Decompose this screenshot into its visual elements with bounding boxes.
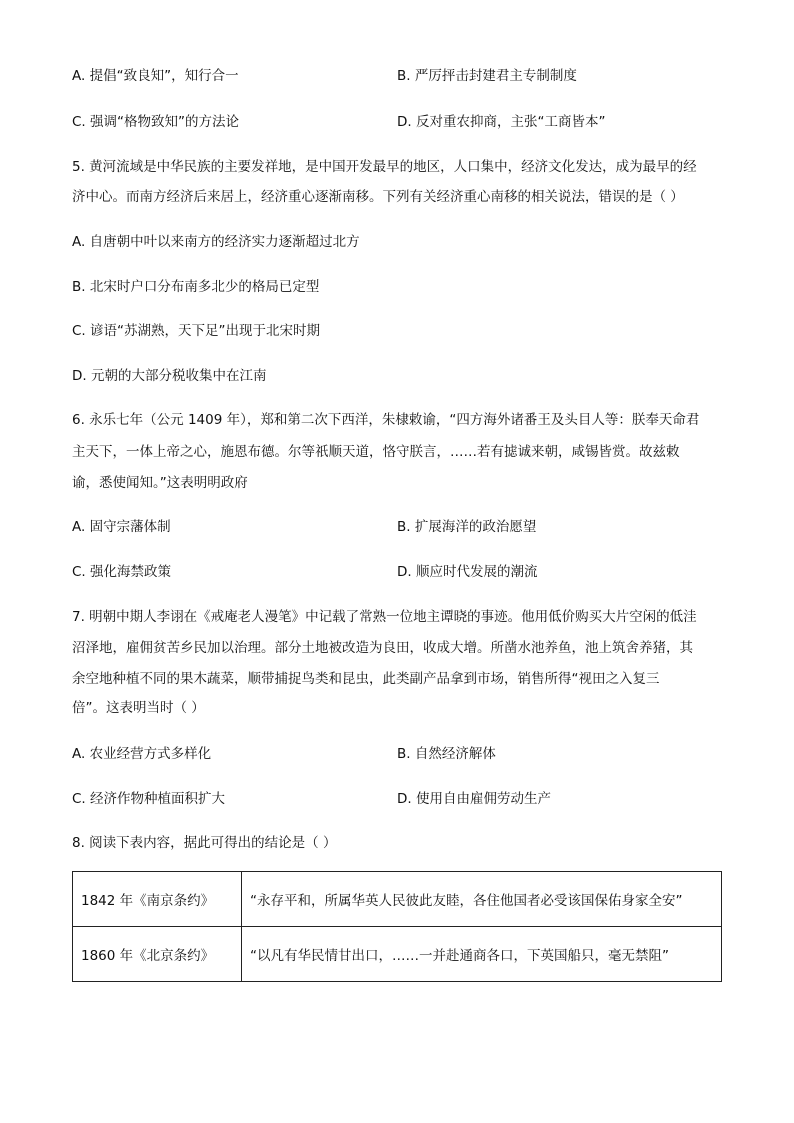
q4-option-a[interactable]: A. 提倡“致良知”，知行合一 bbox=[72, 68, 239, 84]
q7-stem-line-2: 沼泽地，雇佣贫苦乡民加以治理。部分土地被改造为良田，收成大增。所凿水池养鱼，池上筑舍养猪，其 bbox=[72, 640, 693, 656]
q4-option-c[interactable]: C. 强调“格物致知”的方法论 bbox=[72, 114, 239, 130]
treaty-table bbox=[72, 871, 722, 982]
q7-stem-line-4: 倍”。这表明当时（ ） bbox=[72, 700, 205, 716]
q4-option-d[interactable]: D. 反对重农抑商，主张“工商皆本” bbox=[397, 114, 606, 130]
q7-option-d[interactable]: D. 使用自由雇佣劳动生产 bbox=[397, 791, 551, 807]
q8-stem: 8. 阅读下表内容，据此可得出的结论是（ ） bbox=[72, 835, 337, 851]
q5-option-d[interactable]: D. 元朝的大部分税收集中在江南 bbox=[72, 368, 267, 384]
q7-option-b[interactable]: B. 自然经济解体 bbox=[397, 746, 496, 762]
q5-stem-line-2: 济中心。而南方经济后来居上，经济重心逐渐南移。下列有关经济重心南移的相关说法，错误的是（ ） bbox=[72, 189, 684, 205]
treaty-name-cell: 1860 年《北京条约》 bbox=[73, 927, 242, 982]
q6-stem-line-2: 主天下，一体上帝之心，施恩布德。尔等祇顺天道，恪守朕言，……若有摅诚来朝，咸锡皆赏。故兹敕 bbox=[72, 444, 680, 460]
q7-stem-line-3: 余空地种植不同的果木蔬菜，顺带捕捉鸟类和昆虫，此类副产品拿到市场，销售所得“视田之入复三 bbox=[72, 671, 660, 687]
q7-option-c[interactable]: C. 经济作物种植面积扩大 bbox=[72, 791, 226, 807]
q5-stem-line-1: 5. 黄河流域是中华民族的主要发祥地，是中国开发最早的地区，人口集中，经济文化发达，成为最早的经 bbox=[72, 159, 697, 175]
table-row bbox=[73, 927, 722, 982]
table-row bbox=[73, 872, 722, 927]
q5-option-a[interactable]: A. 自唐朝中叶以来南方的经济实力逐渐超过北方 bbox=[72, 234, 360, 250]
treaty-quote-cell: “以凡有华民情甘出口，……一并赴通商各口，下英国船只，毫无禁阻” bbox=[242, 927, 722, 982]
q7-option-a[interactable]: A. 农业经营方式多样化 bbox=[72, 746, 212, 762]
q7-stem-line-1: 7. 明朝中期人李诩在《戒庵老人漫笔》中记载了常熟一位地主谭晓的事迹。他用低价购买大片空闲的低洼 bbox=[72, 609, 697, 625]
q6-option-a[interactable]: A. 固守宗藩体制 bbox=[72, 519, 171, 535]
q5-option-c[interactable]: C. 谚语“苏湖熟，天下足”出现于北宋时期 bbox=[72, 323, 320, 339]
q6-stem-line-1: 6. 永乐七年（公元 1409 年），郑和第二次下西洋，朱棣敕谕，“四方海外诸番王及头目人等：朕奉天命君 bbox=[72, 412, 700, 428]
q6-option-c[interactable]: C. 强化海禁政策 bbox=[72, 564, 172, 580]
q6-option-d[interactable]: D. 顺应时代发展的潮流 bbox=[397, 564, 538, 580]
q4-option-b[interactable]: B. 严厉抨击封建君主专制制度 bbox=[397, 68, 577, 84]
treaty-name-cell: 1842 年《南京条约》 bbox=[73, 872, 242, 927]
q5-option-b[interactable]: B. 北宋时户口分布南多北少的格局已定型 bbox=[72, 279, 320, 295]
q6-stem-line-3: 谕，悉使闻知。”这表明明政府 bbox=[72, 475, 248, 491]
q6-option-b[interactable]: B. 扩展海洋的政治愿望 bbox=[397, 519, 537, 535]
treaty-quote-cell: “永存平和，所属华英人民彼此友睦，各住他国者必受该国保佑身家全安” bbox=[242, 872, 722, 927]
